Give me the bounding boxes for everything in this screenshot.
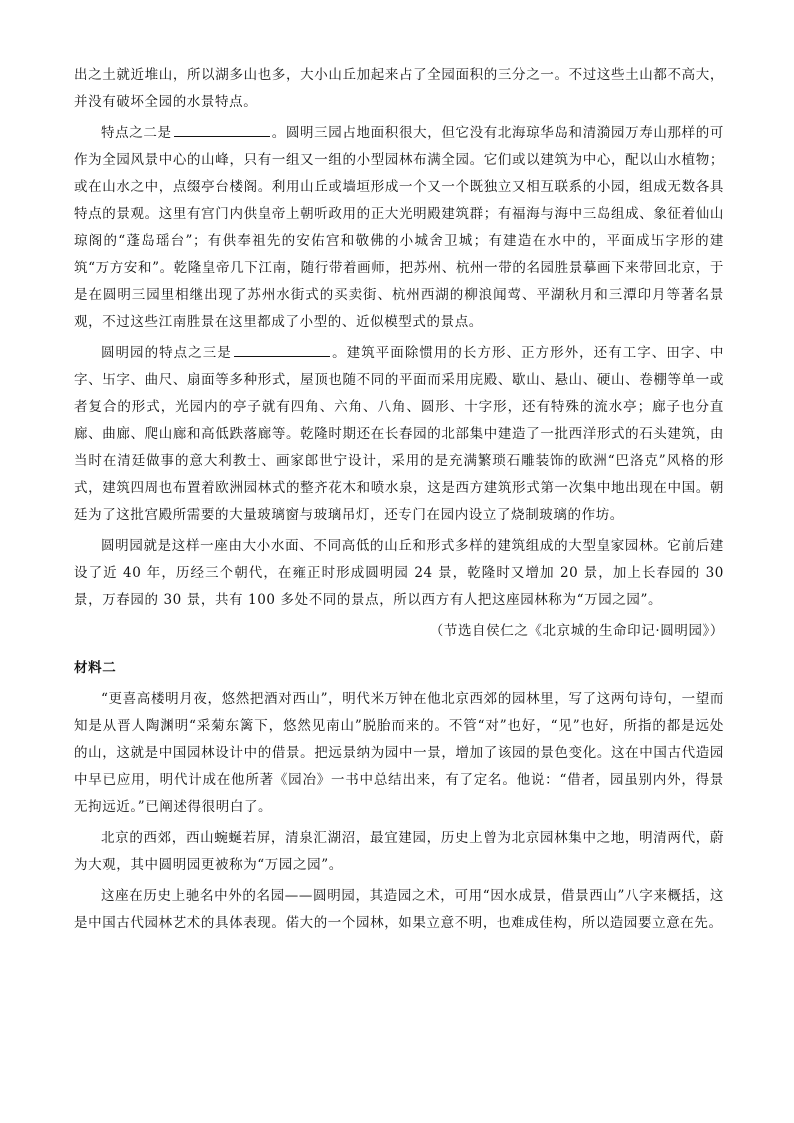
paragraph-3-text: 。建筑平面除惯用的长方形、正方形外，还有工字、田字、中字、卐字、曲尺、扇面等多种形式，屋顶也随不同的平面而采用庑殿、歇山、悬山、硬山、卷棚等单一或者复合的形式，光园内的亭子就有四角、六角、八角、圆形、十字形，还有特殊的流水亭；廊子也分直廊、曲廊、爬山廊和高低跌落廊等。乾隆时期还在长春园的北部集中建造了一批西洋形式的石头建筑，由当时在清廷做事的意大利教士、画家郎世宁设计，采用的是充满繁琐石雕装饰的欧洲“巴洛克”风格的形式，建筑四周也布置着欧洲园林式的整齐花木和喷水泉，这是西方建筑形式第一次集中地出现在中国。朝廷为了这批宫殿所需要的大量玻璃窗与玻璃吊灯，还专门在园内设立了烧制玻璃的作坊。 bbox=[74, 345, 724, 523]
material2-paragraph-3: 这座在历史上驰名中外的名园——圆明园，其造园之术，可用“因水成景，借景西山”八字来概括，这是中国古代园林艺术的具体表现。偌大的一个园林，如果立意不明，也难成佳构，所以造园要立意在先。 bbox=[74, 888, 724, 931]
paragraph-3-lead: 圆明园的特点之三是 bbox=[101, 345, 232, 361]
document-body bbox=[74, 62, 724, 941]
paragraph-2-text: 。圆明三园占地面积很大，但它没有北海琼华岛和清漪园万寿山那样的可作为全园风景中心的山峰，只有一组又一组的小型园林布满全园。它们或以建筑为中心，配以山水植物；或在山水之中，点缀亭台楼阁。利用山丘或墙垣形成一个又一个既独立又相互联系的小园，组成无数各具特点的景观。这里有宫门内供皇帝上朝听政用的正大光明殿建筑群；有福海与海中三岛组成、象征着仙山琼阁的“蓬岛瑶台”；有供奉祖先的安佑宫和敬佛的小城舍卫城；有建造在水中的，平面成卐字形的建筑“万方安和”。乾隆皇帝几下江南，随行带着画师，把苏州、杭州一带的名园胜景摹画下来带回北京，于是在圆明三园里相继出现了苏州水街式的买卖街、杭州西湖的柳浪闻莺、平湖秋月和三潭印月等著名景观，不过这些江南胜景在这里都成了小型的、近似模型式的景点。 bbox=[74, 125, 725, 330]
paragraph-4: 圆明园就是这样一座由大小水面、不同高低的山丘和形式多样的建筑组成的大型皇家园林。它前后建设了近 40 年，历经三个朝代，在雍正时形成圆明园 24 景，乾隆时又增加 20 景，加上长春园的 30 景，万春园的 30 景，共有 100 多处不同的景点，所以西方有人把这座园林称为“万园之园”。 bbox=[74, 538, 724, 608]
material2-paragraph-1: “更喜高楼明月夜，悠然把酒对西山”，明代米万钟在他北京西郊的园林里，写了这两句诗句，一望而知是从晋人陶渊明“采菊东篱下，悠然见南山”脱胎而来的。不管“对”也好，“见”也好，所指的都是远处的山，这就是中国园林设计中的借景。把远景纳为园中一景，增加了该园的景色变化。这在中国古代造园中早已应用，明代计成在他所著《园冶》一书中总结出来，有了定名。他说：“借者，园虽别内外，得景无拘远近。”已阐述得很明白了。 bbox=[74, 691, 724, 815]
section-heading: 材料二 bbox=[74, 660, 117, 676]
material2-paragraph-2: 北京的西郊，西山蜿蜒若屏，清泉汇湖沼，最宜建园，历史上曾为北京园林集中之地，明清两代，蔚为大观，其中圆明园更被称为“万园之园”。 bbox=[74, 830, 724, 873]
answer-blank-1[interactable] bbox=[174, 121, 270, 137]
paragraph-2 bbox=[74, 120, 724, 336]
answer-blank-2[interactable] bbox=[234, 341, 330, 357]
paragraph-3 bbox=[74, 340, 724, 529]
source-citation: （节选自侯仁之《北京城的生命印记·圆明园》） bbox=[429, 623, 724, 639]
paragraph-2-lead: 特点之二是 bbox=[101, 125, 172, 141]
paragraph-1: 出之土就近堆山，所以湖多山也多，大小山丘加起来占了全园面积的三分之一。不过这些土山都不高大，并没有破坏全园的水景特点。 bbox=[74, 67, 724, 110]
